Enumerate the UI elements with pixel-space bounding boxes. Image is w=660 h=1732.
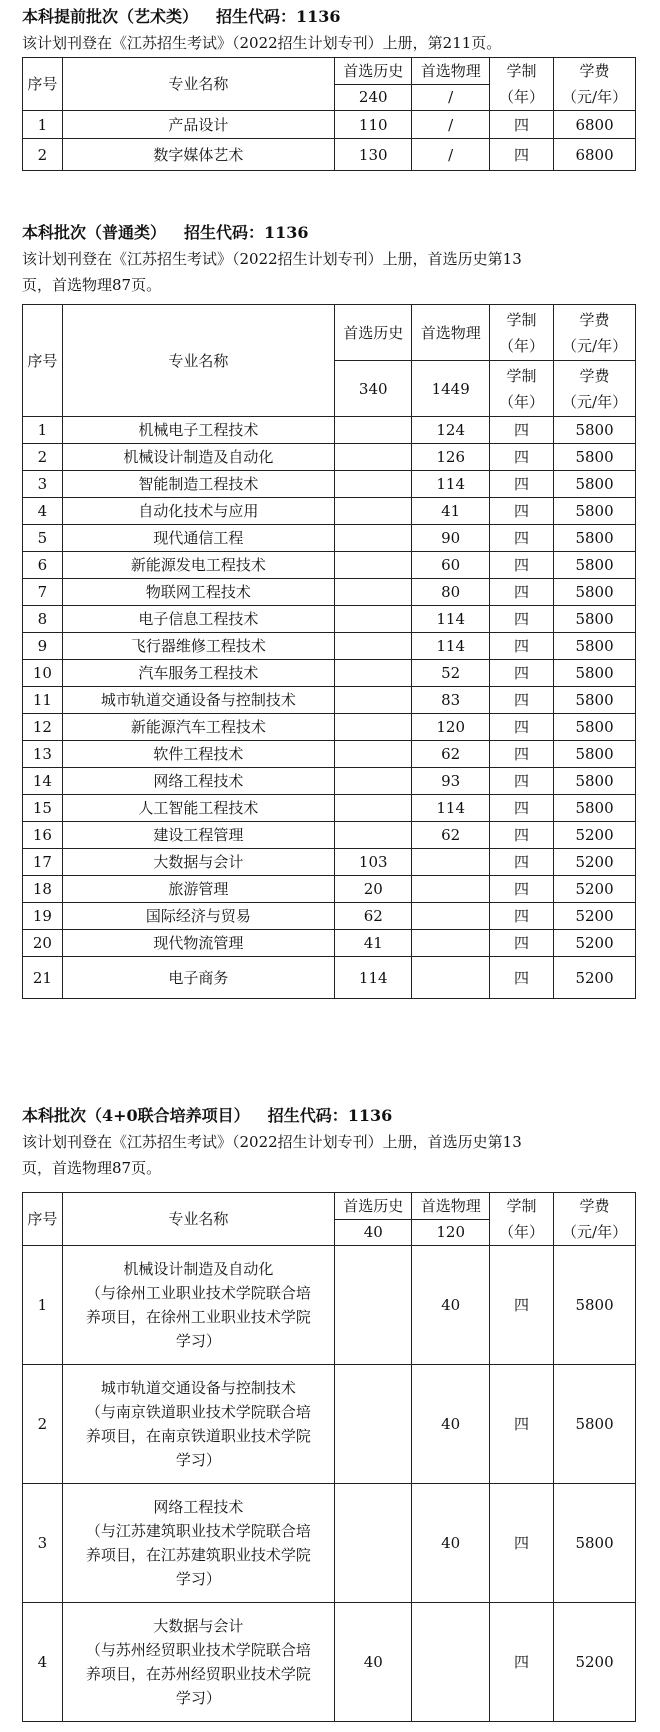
row-seq: 13 — [23, 741, 63, 768]
table-row — [23, 1603, 636, 1722]
major-line: 养项目，在江苏建筑职业技术学院 — [85, 1546, 311, 1564]
row-history — [335, 417, 412, 444]
row-history: 62 — [335, 903, 412, 930]
row-fee: 5800 — [554, 795, 636, 822]
row-years: 四 — [489, 1246, 553, 1365]
row-major: 软件工程技术 — [62, 741, 334, 768]
row-history — [335, 525, 412, 552]
row-major: 新能源汽车工程技术 — [62, 714, 334, 741]
row-major: 产品设计 — [62, 111, 334, 139]
row-major: 智能制造工程技术 — [62, 471, 334, 498]
section-note: 该计划刊登在《江苏招生考试》（2022招生计划专刊）上册，第211页。 — [22, 34, 502, 52]
row-history — [335, 741, 412, 768]
row-physics: / — [412, 139, 489, 171]
major-line: （与江苏建筑职业技术学院联合培 — [85, 1522, 311, 1540]
row-years: 四 — [489, 876, 553, 903]
header-fee: 学费 （元/年） — [554, 1193, 636, 1246]
row-fee: 5800 — [554, 741, 636, 768]
section-note: 该计划刊登在《江苏招生考试》（2022招生计划专刊）上册，首选历史第13 页，首选物理87页。 — [22, 1133, 522, 1177]
row-history — [335, 660, 412, 687]
section-title: 本科批次（普通类） 招生代码：1136 — [22, 223, 309, 242]
row-history: 40 — [335, 1603, 412, 1722]
header-seq: 序号 — [23, 305, 63, 417]
major-line: 学习） — [175, 1570, 221, 1588]
row-major: 机械设计制造及自动化 — [62, 444, 334, 471]
row-seq: 19 — [23, 903, 63, 930]
row-physics: 93 — [412, 768, 489, 795]
row-years: 四 — [489, 1365, 553, 1484]
header-physics: 首选物理 — [412, 305, 489, 361]
row-years: 四 — [489, 498, 553, 525]
row-seq: 15 — [23, 795, 63, 822]
header-major: 专业名称 — [62, 1193, 334, 1246]
row-years: 四 — [489, 579, 553, 606]
table-row — [23, 660, 636, 687]
table-row — [23, 768, 636, 795]
row-fee: 5800 — [554, 1365, 636, 1484]
row-seq: 9 — [23, 633, 63, 660]
major-line: 大数据与会计 — [153, 1617, 244, 1635]
row-history — [335, 471, 412, 498]
row-fee: 5800 — [554, 552, 636, 579]
section-title: 本科批次（4+0联合培养项目） 招生代码：1136 — [22, 1106, 393, 1125]
row-major: 大数据与会计 — [62, 849, 334, 876]
row-physics — [412, 957, 489, 999]
row-years: 四 — [489, 903, 553, 930]
row-seq: 1 — [23, 417, 63, 444]
row-seq: 4 — [23, 498, 63, 525]
row-fee: 5800 — [554, 471, 636, 498]
row-major: 建设工程管理 — [62, 822, 334, 849]
row-years: 四 — [489, 1603, 553, 1722]
table-row — [23, 957, 636, 999]
row-major: 电子信息工程技术 — [62, 606, 334, 633]
row-years: 四 — [489, 1484, 553, 1603]
row-history: 41 — [335, 930, 412, 957]
table-row — [23, 849, 636, 876]
row-fee: 5800 — [554, 687, 636, 714]
plan-table-joint — [22, 1192, 636, 1722]
row-major: 电子商务 — [62, 957, 334, 999]
row-years: 四 — [489, 930, 553, 957]
row-seq: 1 — [23, 111, 63, 139]
row-physics: 114 — [412, 471, 489, 498]
table-row — [23, 417, 636, 444]
row-major: 自动化技术与应用 — [62, 498, 334, 525]
row-seq: 11 — [23, 687, 63, 714]
row-years: 四 — [489, 714, 553, 741]
row-physics — [412, 876, 489, 903]
joint-rows — [23, 1246, 636, 1722]
row-physics: 52 — [412, 660, 489, 687]
major-line: 城市轨道交通设备与控制技术 — [100, 1379, 296, 1397]
header-fee: 学费 （元/年） — [554, 58, 636, 111]
row-major — [62, 1603, 334, 1722]
major-line: 学习） — [175, 1689, 221, 1707]
row-fee: 5800 — [554, 768, 636, 795]
row-physics: 114 — [412, 795, 489, 822]
table-row — [23, 111, 636, 139]
row-physics: 41 — [412, 498, 489, 525]
row-years: 四 — [489, 471, 553, 498]
row-history — [335, 444, 412, 471]
row-years: 四 — [489, 552, 553, 579]
table-row — [23, 903, 636, 930]
row-seq: 2 — [23, 139, 63, 171]
row-years: 四 — [489, 525, 553, 552]
table-row — [23, 795, 636, 822]
row-history — [335, 687, 412, 714]
major-line: 网络工程技术 — [153, 1498, 244, 1516]
section-note: 该计划刊登在《江苏招生考试》（2022招生计划专刊）上册，首选历史第13 页，首选物理87页。 — [22, 250, 522, 294]
major-line: 养项目，在南京铁道职业技术学院 — [85, 1427, 311, 1445]
row-physics: 62 — [412, 822, 489, 849]
header-duration: 学制 （年） — [489, 58, 553, 111]
row-major: 旅游管理 — [62, 876, 334, 903]
total-history: 240 — [335, 84, 412, 111]
row-history: 114 — [335, 957, 412, 999]
row-physics: 114 — [412, 633, 489, 660]
row-years: 四 — [489, 111, 553, 139]
row-years: 四 — [489, 849, 553, 876]
row-years: 四 — [489, 687, 553, 714]
table-row — [23, 579, 636, 606]
major-line: （与苏州经贸职业技术学院联合培 — [85, 1641, 311, 1659]
header-major: 专业名称 — [62, 58, 334, 111]
row-seq: 12 — [23, 714, 63, 741]
row-years: 四 — [489, 606, 553, 633]
row-years: 四 — [489, 957, 553, 999]
row-fee: 5800 — [554, 606, 636, 633]
row-physics: 40 — [412, 1246, 489, 1365]
row-major — [62, 1484, 334, 1603]
section-title: 本科提前批次（艺术类） 招生代码：1136 — [22, 7, 341, 26]
header-duration: 学制 （年） — [489, 1193, 553, 1246]
major-line: 养项目，在徐州工业职业技术学院 — [85, 1308, 311, 1326]
row-physics: 60 — [412, 552, 489, 579]
header-fee-repeat: 学费 （元/年） — [554, 361, 636, 417]
row-years: 四 — [489, 633, 553, 660]
row-fee: 5800 — [554, 498, 636, 525]
header-fee: 学费 （元/年） — [554, 305, 636, 361]
total-history: 40 — [335, 1219, 412, 1246]
section-general — [0, 220, 660, 298]
section-art — [0, 4, 660, 56]
row-history: 20 — [335, 876, 412, 903]
row-fee: 5200 — [554, 822, 636, 849]
row-seq: 20 — [23, 930, 63, 957]
table-row — [23, 498, 636, 525]
row-seq: 10 — [23, 660, 63, 687]
table-row — [23, 633, 636, 660]
row-history — [335, 1365, 412, 1484]
row-major: 数字媒体艺术 — [62, 139, 334, 171]
row-physics: 126 — [412, 444, 489, 471]
table-header-row — [23, 1193, 636, 1220]
header-history: 首选历史 — [335, 305, 412, 361]
row-seq: 18 — [23, 876, 63, 903]
table-row — [23, 552, 636, 579]
row-major: 飞行器维修工程技术 — [62, 633, 334, 660]
row-history — [335, 768, 412, 795]
row-fee: 5200 — [554, 903, 636, 930]
table-header-row — [23, 58, 636, 85]
major-line: 学习） — [175, 1451, 221, 1469]
table-row — [23, 930, 636, 957]
major-line: （与南京铁道职业技术学院联合培 — [85, 1403, 311, 1421]
row-fee: 5200 — [554, 1603, 636, 1722]
total-physics: 120 — [412, 1219, 489, 1246]
row-history — [335, 498, 412, 525]
row-major: 物联网工程技术 — [62, 579, 334, 606]
row-history — [335, 1484, 412, 1603]
row-seq: 14 — [23, 768, 63, 795]
row-history: 130 — [335, 139, 412, 171]
row-years: 四 — [489, 768, 553, 795]
row-physics: 62 — [412, 741, 489, 768]
row-seq: 4 — [23, 1603, 63, 1722]
row-seq: 8 — [23, 606, 63, 633]
row-fee: 5800 — [554, 660, 636, 687]
row-history — [335, 579, 412, 606]
table-row — [23, 1365, 636, 1484]
total-history: 340 — [335, 361, 412, 417]
header-seq: 序号 — [23, 58, 63, 111]
row-physics — [412, 930, 489, 957]
header-physics: 首选物理 — [412, 58, 489, 85]
row-seq: 1 — [23, 1246, 63, 1365]
row-history — [335, 552, 412, 579]
row-seq: 3 — [23, 471, 63, 498]
header-history: 首选历史 — [335, 58, 412, 85]
row-fee: 5800 — [554, 579, 636, 606]
row-seq: 17 — [23, 849, 63, 876]
row-physics: 114 — [412, 606, 489, 633]
row-years: 四 — [489, 444, 553, 471]
row-fee: 6800 — [554, 139, 636, 171]
row-physics: 124 — [412, 417, 489, 444]
section-joint — [0, 1103, 660, 1181]
row-years: 四 — [489, 417, 553, 444]
row-seq: 2 — [23, 1365, 63, 1484]
row-physics: / — [412, 111, 489, 139]
header-history: 首选历史 — [335, 1193, 412, 1220]
major-line: 学习） — [175, 1332, 221, 1350]
row-major: 机械电子工程技术 — [62, 417, 334, 444]
row-fee: 5800 — [554, 417, 636, 444]
total-physics: / — [412, 84, 489, 111]
plan-table-art — [22, 57, 636, 171]
row-fee: 5800 — [554, 444, 636, 471]
row-fee: 5200 — [554, 876, 636, 903]
row-fee: 5800 — [554, 525, 636, 552]
row-seq: 6 — [23, 552, 63, 579]
row-major — [62, 1365, 334, 1484]
row-seq: 3 — [23, 1484, 63, 1603]
row-physics — [412, 903, 489, 930]
table-row — [23, 525, 636, 552]
header-major: 专业名称 — [62, 305, 334, 417]
row-seq: 2 — [23, 444, 63, 471]
row-history: 110 — [335, 111, 412, 139]
row-fee: 5200 — [554, 930, 636, 957]
header-duration: 学制 （年） — [489, 305, 553, 361]
row-seq: 21 — [23, 957, 63, 999]
row-years: 四 — [489, 139, 553, 171]
row-physics — [412, 849, 489, 876]
row-years: 四 — [489, 822, 553, 849]
row-physics: 80 — [412, 579, 489, 606]
row-physics: 40 — [412, 1484, 489, 1603]
row-seq: 7 — [23, 579, 63, 606]
table-row — [23, 822, 636, 849]
header-seq: 序号 — [23, 1193, 63, 1246]
row-history — [335, 633, 412, 660]
row-physics: 40 — [412, 1365, 489, 1484]
table-row — [23, 1246, 636, 1365]
major-line: （与徐州工业职业技术学院联合培 — [85, 1284, 311, 1302]
row-seq: 16 — [23, 822, 63, 849]
table-row — [23, 1484, 636, 1603]
row-fee: 5800 — [554, 714, 636, 741]
row-major: 网络工程技术 — [62, 768, 334, 795]
header-duration-repeat: 学制 （年） — [489, 361, 553, 417]
row-history — [335, 714, 412, 741]
row-major: 现代物流管理 — [62, 930, 334, 957]
row-fee: 5200 — [554, 957, 636, 999]
table-row — [23, 444, 636, 471]
general-rows — [23, 417, 636, 999]
row-physics: 83 — [412, 687, 489, 714]
total-physics: 1449 — [412, 361, 489, 417]
table-row — [23, 876, 636, 903]
plan-table-general — [22, 304, 636, 999]
row-fee: 5800 — [554, 633, 636, 660]
row-major: 汽车服务工程技术 — [62, 660, 334, 687]
row-major: 人工智能工程技术 — [62, 795, 334, 822]
row-fee: 6800 — [554, 111, 636, 139]
row-fee: 5800 — [554, 1484, 636, 1603]
row-major: 城市轨道交通设备与控制技术 — [62, 687, 334, 714]
row-years: 四 — [489, 741, 553, 768]
row-history — [335, 1246, 412, 1365]
row-years: 四 — [489, 795, 553, 822]
row-physics: 90 — [412, 525, 489, 552]
row-history — [335, 822, 412, 849]
row-fee: 5200 — [554, 849, 636, 876]
header-physics: 首选物理 — [412, 1193, 489, 1220]
row-major: 现代通信工程 — [62, 525, 334, 552]
row-fee: 5800 — [554, 1246, 636, 1365]
row-physics — [412, 1603, 489, 1722]
major-line: 养项目，在苏州经贸职业技术学院 — [85, 1665, 311, 1683]
table-row — [23, 741, 636, 768]
row-seq: 5 — [23, 525, 63, 552]
row-major: 国际经济与贸易 — [62, 903, 334, 930]
table-row — [23, 471, 636, 498]
table-row — [23, 687, 636, 714]
table-row — [23, 606, 636, 633]
major-line: 机械设计制造及自动化 — [123, 1260, 274, 1278]
table-header-row — [23, 305, 636, 361]
row-physics: 120 — [412, 714, 489, 741]
row-years: 四 — [489, 660, 553, 687]
row-history — [335, 795, 412, 822]
row-major — [62, 1246, 334, 1365]
row-major: 新能源发电工程技术 — [62, 552, 334, 579]
row-history: 103 — [335, 849, 412, 876]
table-row — [23, 139, 636, 171]
table-row — [23, 714, 636, 741]
row-history — [335, 606, 412, 633]
